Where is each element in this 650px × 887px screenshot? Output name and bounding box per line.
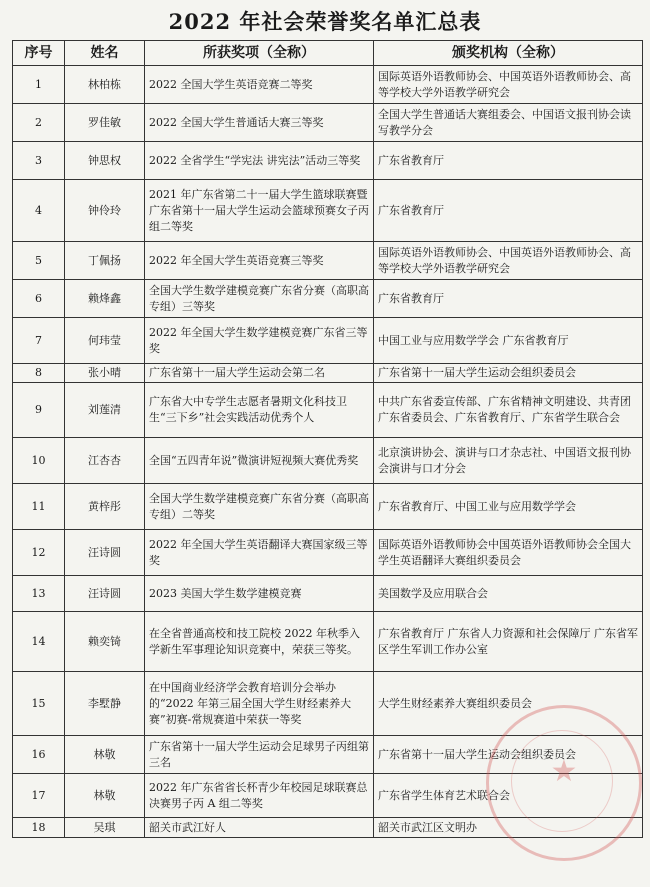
cell-award: 2022 全省学生“学宪法 讲宪法”活动三等奖 (145, 142, 374, 180)
table-body (13, 66, 643, 838)
cell-name: 汪诗圆 (65, 530, 145, 576)
table-row (13, 364, 643, 383)
cell-seq: 3 (13, 142, 65, 180)
table-row (13, 818, 643, 838)
cell-seq: 8 (13, 364, 65, 383)
cell-name: 林敬 (65, 774, 145, 818)
table-row (13, 180, 643, 242)
cell-award: 韶关市武江好人 (145, 818, 374, 838)
header-award: 所获奖项（全称） (145, 41, 374, 66)
cell-org: 国际英语外语教师协会、中国英语外语教师协会、高等学校大学外语教学研究会 (374, 66, 643, 104)
table-row (13, 318, 643, 364)
cell-org: 广东省教育厅 (374, 142, 643, 180)
table-row (13, 576, 643, 612)
cell-org: 全国大学生普通话大赛组委会、中国语文报刊协会读写教学分会 (374, 104, 643, 142)
cell-name: 汪诗圆 (65, 576, 145, 612)
table-row (13, 484, 643, 530)
page-title: 2022 年社会荣誉奖名单汇总表 (168, 9, 482, 34)
cell-name: 李墅静 (65, 672, 145, 736)
cell-seq: 18 (13, 818, 65, 838)
cell-seq: 10 (13, 438, 65, 484)
cell-name: 丁佩扬 (65, 242, 145, 280)
table-row (13, 736, 643, 774)
cell-org: 美国数学及应用联合会 (374, 576, 643, 612)
cell-seq: 2 (13, 104, 65, 142)
cell-award: 全国大学生数学建模竞赛广东省分赛（高职高专组）二等奖 (145, 484, 374, 530)
table-header-row (13, 41, 643, 66)
cell-org: 广东省第十一届大学生运动会组织委员会 (374, 736, 643, 774)
table-row (13, 66, 643, 104)
table-row (13, 142, 643, 180)
cell-name: 赖奕锜 (65, 612, 145, 672)
table-row (13, 612, 643, 672)
cell-name: 林柏栋 (65, 66, 145, 104)
table-row (13, 280, 643, 318)
table-row (13, 383, 643, 438)
cell-org: 广东省学生体育艺术联合会 (374, 774, 643, 818)
cell-seq: 5 (13, 242, 65, 280)
cell-name: 罗佳敏 (65, 104, 145, 142)
cell-name: 刘莲清 (65, 383, 145, 438)
cell-award: 2022 全国大学生英语竞赛二等奖 (145, 66, 374, 104)
cell-seq: 9 (13, 383, 65, 438)
cell-award: 2022 年全国大学生英语竞赛三等奖 (145, 242, 374, 280)
cell-name: 吴琪 (65, 818, 145, 838)
cell-org: 国际英语外语教师协会、中国英语外语教师协会、高等学校大学外语教学研究会 (374, 242, 643, 280)
cell-org: 中共广东省委宣传部、广东省精神文明建设、共青团广东省委员会、广东省教育厅、广东省学生联合会 (374, 383, 643, 438)
cell-award: 在全省普通高校和技工院校 2022 年秋季入学新生军事理论知识竞赛中，荣获三等奖。 (145, 612, 374, 672)
cell-org: 广东省教育厅、中国工业与应用数学学会 (374, 484, 643, 530)
cell-seq: 11 (13, 484, 65, 530)
cell-name: 钟伶玲 (65, 180, 145, 242)
cell-seq: 6 (13, 280, 65, 318)
cell-name: 何玮莹 (65, 318, 145, 364)
cell-award: 2023 美国大学生数学建模竞赛 (145, 576, 374, 612)
cell-award: 全国大学生数学建模竞赛广东省分赛（高职高专组）三等奖 (145, 280, 374, 318)
cell-award: 2022 年广东省省长杯青少年校园足球联赛总决赛男子丙 A 组二等奖 (145, 774, 374, 818)
cell-name: 张小晴 (65, 364, 145, 383)
cell-org: 中国工业与应用数学学会 广东省教育厅 (374, 318, 643, 364)
cell-org: 大学生财经素养大赛组织委员会 (374, 672, 643, 736)
cell-org: 广东省第十一届大学生运动会组织委员会 (374, 364, 643, 383)
cell-name: 赖烽鑫 (65, 280, 145, 318)
cell-org: 国际英语外语教师协会中国英语外语教师协会全国大学生英语翻译大赛组织委员会 (374, 530, 643, 576)
cell-name: 江杏杏 (65, 438, 145, 484)
cell-award: 2021 年广东省第二十一届大学生篮球联赛暨广东省第十一届大学生运动会篮球预赛女子丙组二等奖 (145, 180, 374, 242)
table-row (13, 242, 643, 280)
cell-seq: 7 (13, 318, 65, 364)
cell-seq: 4 (13, 180, 65, 242)
header-name: 姓名 (65, 41, 145, 66)
cell-org: 广东省教育厅 广东省人力资源和社会保障厅 广东省军区学生军训工作办公室 (374, 612, 643, 672)
cell-org: 广东省教育厅 (374, 180, 643, 242)
cell-award: 全国“五四青年说”微演讲短视频大赛优秀奖 (145, 438, 374, 484)
cell-award: 广东省第十一届大学生运动会第二名 (145, 364, 374, 383)
star-icon: ★ (550, 754, 578, 789)
cell-award: 2022 年全国大学生数学建模竞赛广东省三等奖 (145, 318, 374, 364)
table-row (13, 530, 643, 576)
cell-award: 在中国商业经济学会教育培训分会举办的“2022 年第三届全国大学生财经素养大赛”初赛-常规赛道中荣获一等奖 (145, 672, 374, 736)
cell-award: 广东省第十一届大学生运动会足球男子丙组第三名 (145, 736, 374, 774)
table-row (13, 672, 643, 736)
table-row (13, 438, 643, 484)
honor-table (12, 40, 643, 838)
cell-award: 2022 年全国大学生英语翻译大赛国家级三等奖 (145, 530, 374, 576)
cell-name: 钟思权 (65, 142, 145, 180)
cell-award: 2022 全国大学生普通话大赛三等奖 (145, 104, 374, 142)
cell-seq: 17 (13, 774, 65, 818)
cell-seq: 15 (13, 672, 65, 736)
cell-seq: 16 (13, 736, 65, 774)
cell-org: 北京演讲协会、演讲与口才杂志社、中国语文报刊协会演讲与口才分会 (374, 438, 643, 484)
cell-seq: 13 (13, 576, 65, 612)
cell-award: 广东省大中专学生志愿者暑期文化科技卫生“三下乡”社会实践活动优秀个人 (145, 383, 374, 438)
header-org: 颁奖机构（全称） (374, 41, 643, 66)
header-seq: 序号 (13, 41, 65, 66)
cell-seq: 14 (13, 612, 65, 672)
cell-org: 广东省教育厅 (374, 280, 643, 318)
cell-seq: 1 (13, 66, 65, 104)
table-row (13, 104, 643, 142)
cell-org: 韶关市武江区文明办 (374, 818, 643, 838)
cell-name: 黄梓彤 (65, 484, 145, 530)
table-row (13, 774, 643, 818)
cell-name: 林敬 (65, 736, 145, 774)
cell-seq: 12 (13, 530, 65, 576)
